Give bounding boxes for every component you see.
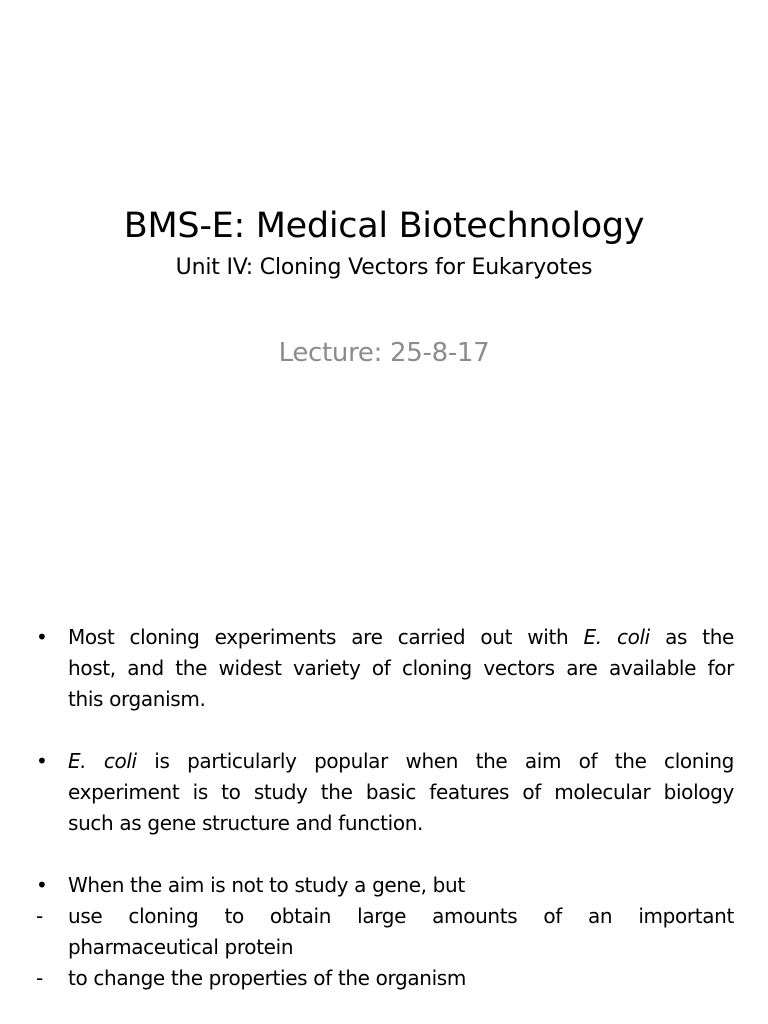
dash-item: [36, 901, 734, 963]
dash-marker: -: [36, 904, 43, 928]
italic-term: E. coli: [583, 625, 650, 649]
bullet-line: experiment is to study the basic features of molecular biology: [68, 780, 734, 804]
bullet-list: [36, 622, 734, 994]
bullet-line: When the aim is not to study a gene, but: [68, 873, 465, 897]
bullet-line: host, and the widest variety of cloning vectors are available for: [68, 656, 734, 680]
dash-text: [68, 901, 734, 963]
italic-term: E. coli: [68, 749, 137, 773]
bullet-text: [68, 746, 734, 839]
bullet-item: [36, 622, 734, 715]
bullet-text: [68, 870, 734, 901]
bullet-text: [68, 622, 734, 715]
bullet-text-segment: Most cloning experiments are carried out with: [68, 625, 584, 649]
bullet-marker: •: [36, 873, 48, 897]
bullet-line: such as gene structure and function.: [68, 811, 424, 835]
lecture-date: Lecture: 25-8-17: [278, 338, 490, 368]
dash-item: [36, 963, 734, 994]
dash-line: pharmaceutical protein: [68, 935, 294, 959]
bullet-line: [68, 622, 734, 653]
bullet-line: this organism.: [68, 687, 206, 711]
slide-subtitle: Unit IV: Cloning Vectors for Eukaryotes: [175, 255, 593, 280]
dash-marker: -: [36, 966, 43, 990]
bullet-item: [36, 746, 734, 839]
dash-line: to change the properties of the organism: [68, 966, 467, 990]
bullet-text-segment: as the: [649, 625, 734, 649]
dash-text: [68, 963, 734, 994]
bullet-marker: •: [36, 625, 48, 649]
bullet-marker: •: [36, 749, 48, 773]
dash-line: use cloning to obtain large amounts of an important: [68, 904, 734, 928]
bullet-item: [36, 870, 734, 901]
bullet-text-segment: is particularly popular when the aim of the cloning: [136, 749, 734, 773]
bullet-line: [68, 746, 734, 777]
slide-title: BMS-E: Medical Biotechnology: [123, 206, 645, 246]
